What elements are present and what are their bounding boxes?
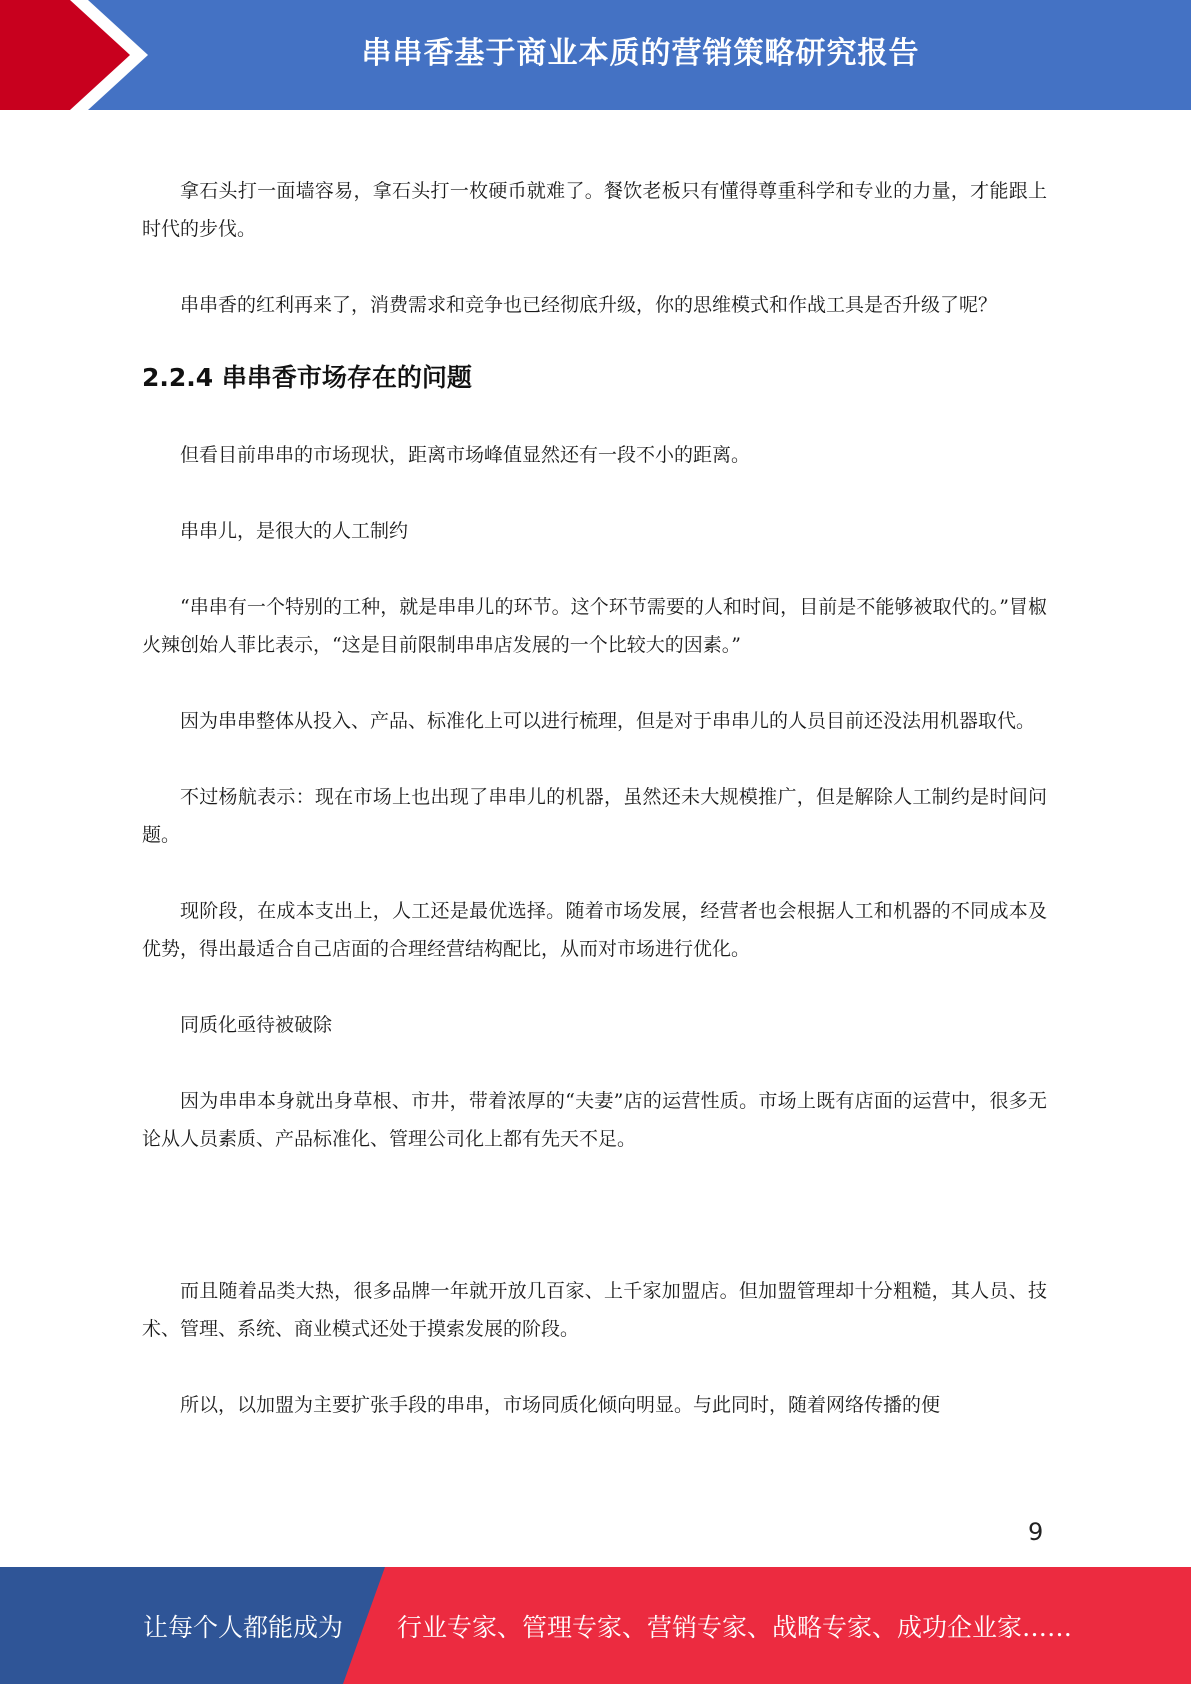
body-paragraph: 因为串串本身就出身草根、市井，带着浓厚的“夫妻”店的运营性质。市场上既有店面的运营中，很多无论从人员素质、产品标准化、管理公司化上都有先天不足。 [142,1090,1047,1150]
body-paragraph: 而且随着品类大热，很多品牌一年就开放几百家、上千家加盟店。但加盟管理却十分粗糙，其人员、技术、管理、系统、商业模式还处于摸索发展的阶段。 [142,1280,1047,1340]
body-paragraph: 拿石头打一面墙容易，拿石头打一枚硬币就难了。餐饮老板只有懂得尊重科学和专业的力量，才能跟上时代的步伐。 [142,180,1047,240]
footer-slogan-right: 行业专家、管理专家、营销专家、战略专家、成功企业家…… [397,1612,1073,1642]
header-title: 串串香基于商业本质的营销策略研究报告 [361,36,920,71]
page-footer [0,1567,1191,1684]
body-paragraph: “串串有一个特别的工种，就是串串儿的环节。这个环节需要的人和时间，目前是不能够被取代的。”冒椒火辣创始人菲比表示，“这是目前限制串串店发展的一个比较大的因素。” [142,596,1047,656]
body-paragraph: 因为串串整体从投入、产品、标准化上可以进行梳理，但是对于串串儿的人员目前还没法用机器取代。 [180,710,1036,732]
body-paragraph: 同质化亟待被破除 [180,1014,333,1036]
document-body [142,172,1047,1424]
body-paragraph: 串串儿，是很大的人工制约 [180,520,409,542]
body-paragraph: 不过杨航表示：现在市场上也出现了串串儿的机器，虽然还未大规模推广，但是解除人工制约是时间问题。 [142,786,1047,846]
body-paragraph: 现阶段，在成本支出上，人工还是最优选择。随着市场发展，经营者也会根据人工和机器的不同成本及优势，得出最适合自己店面的合理经营结构配比，从而对市场进行优化。 [142,900,1047,960]
header-arrow-decoration [0,0,160,110]
body-paragraph: 但看目前串串的市场现状，距离市场峰值显然还有一段不小的距离。 [180,444,751,466]
page-header [0,0,1191,110]
body-paragraph: 串串香的红利再来了，消费需求和竞争也已经彻底升级，你的思维模式和作战工具是否升级了呢？ [180,294,998,316]
body-paragraph: 所以，以加盟为主要扩张手段的串串，市场同质化倾向明显。与此同时，随着网络传播的便 [180,1394,941,1416]
section-heading: 2.2.4 串串香市场存在的问题 [142,363,472,392]
footer-slogan-left: 让每个人都能成为 [143,1612,344,1642]
page-number: 9 [1028,1518,1044,1546]
